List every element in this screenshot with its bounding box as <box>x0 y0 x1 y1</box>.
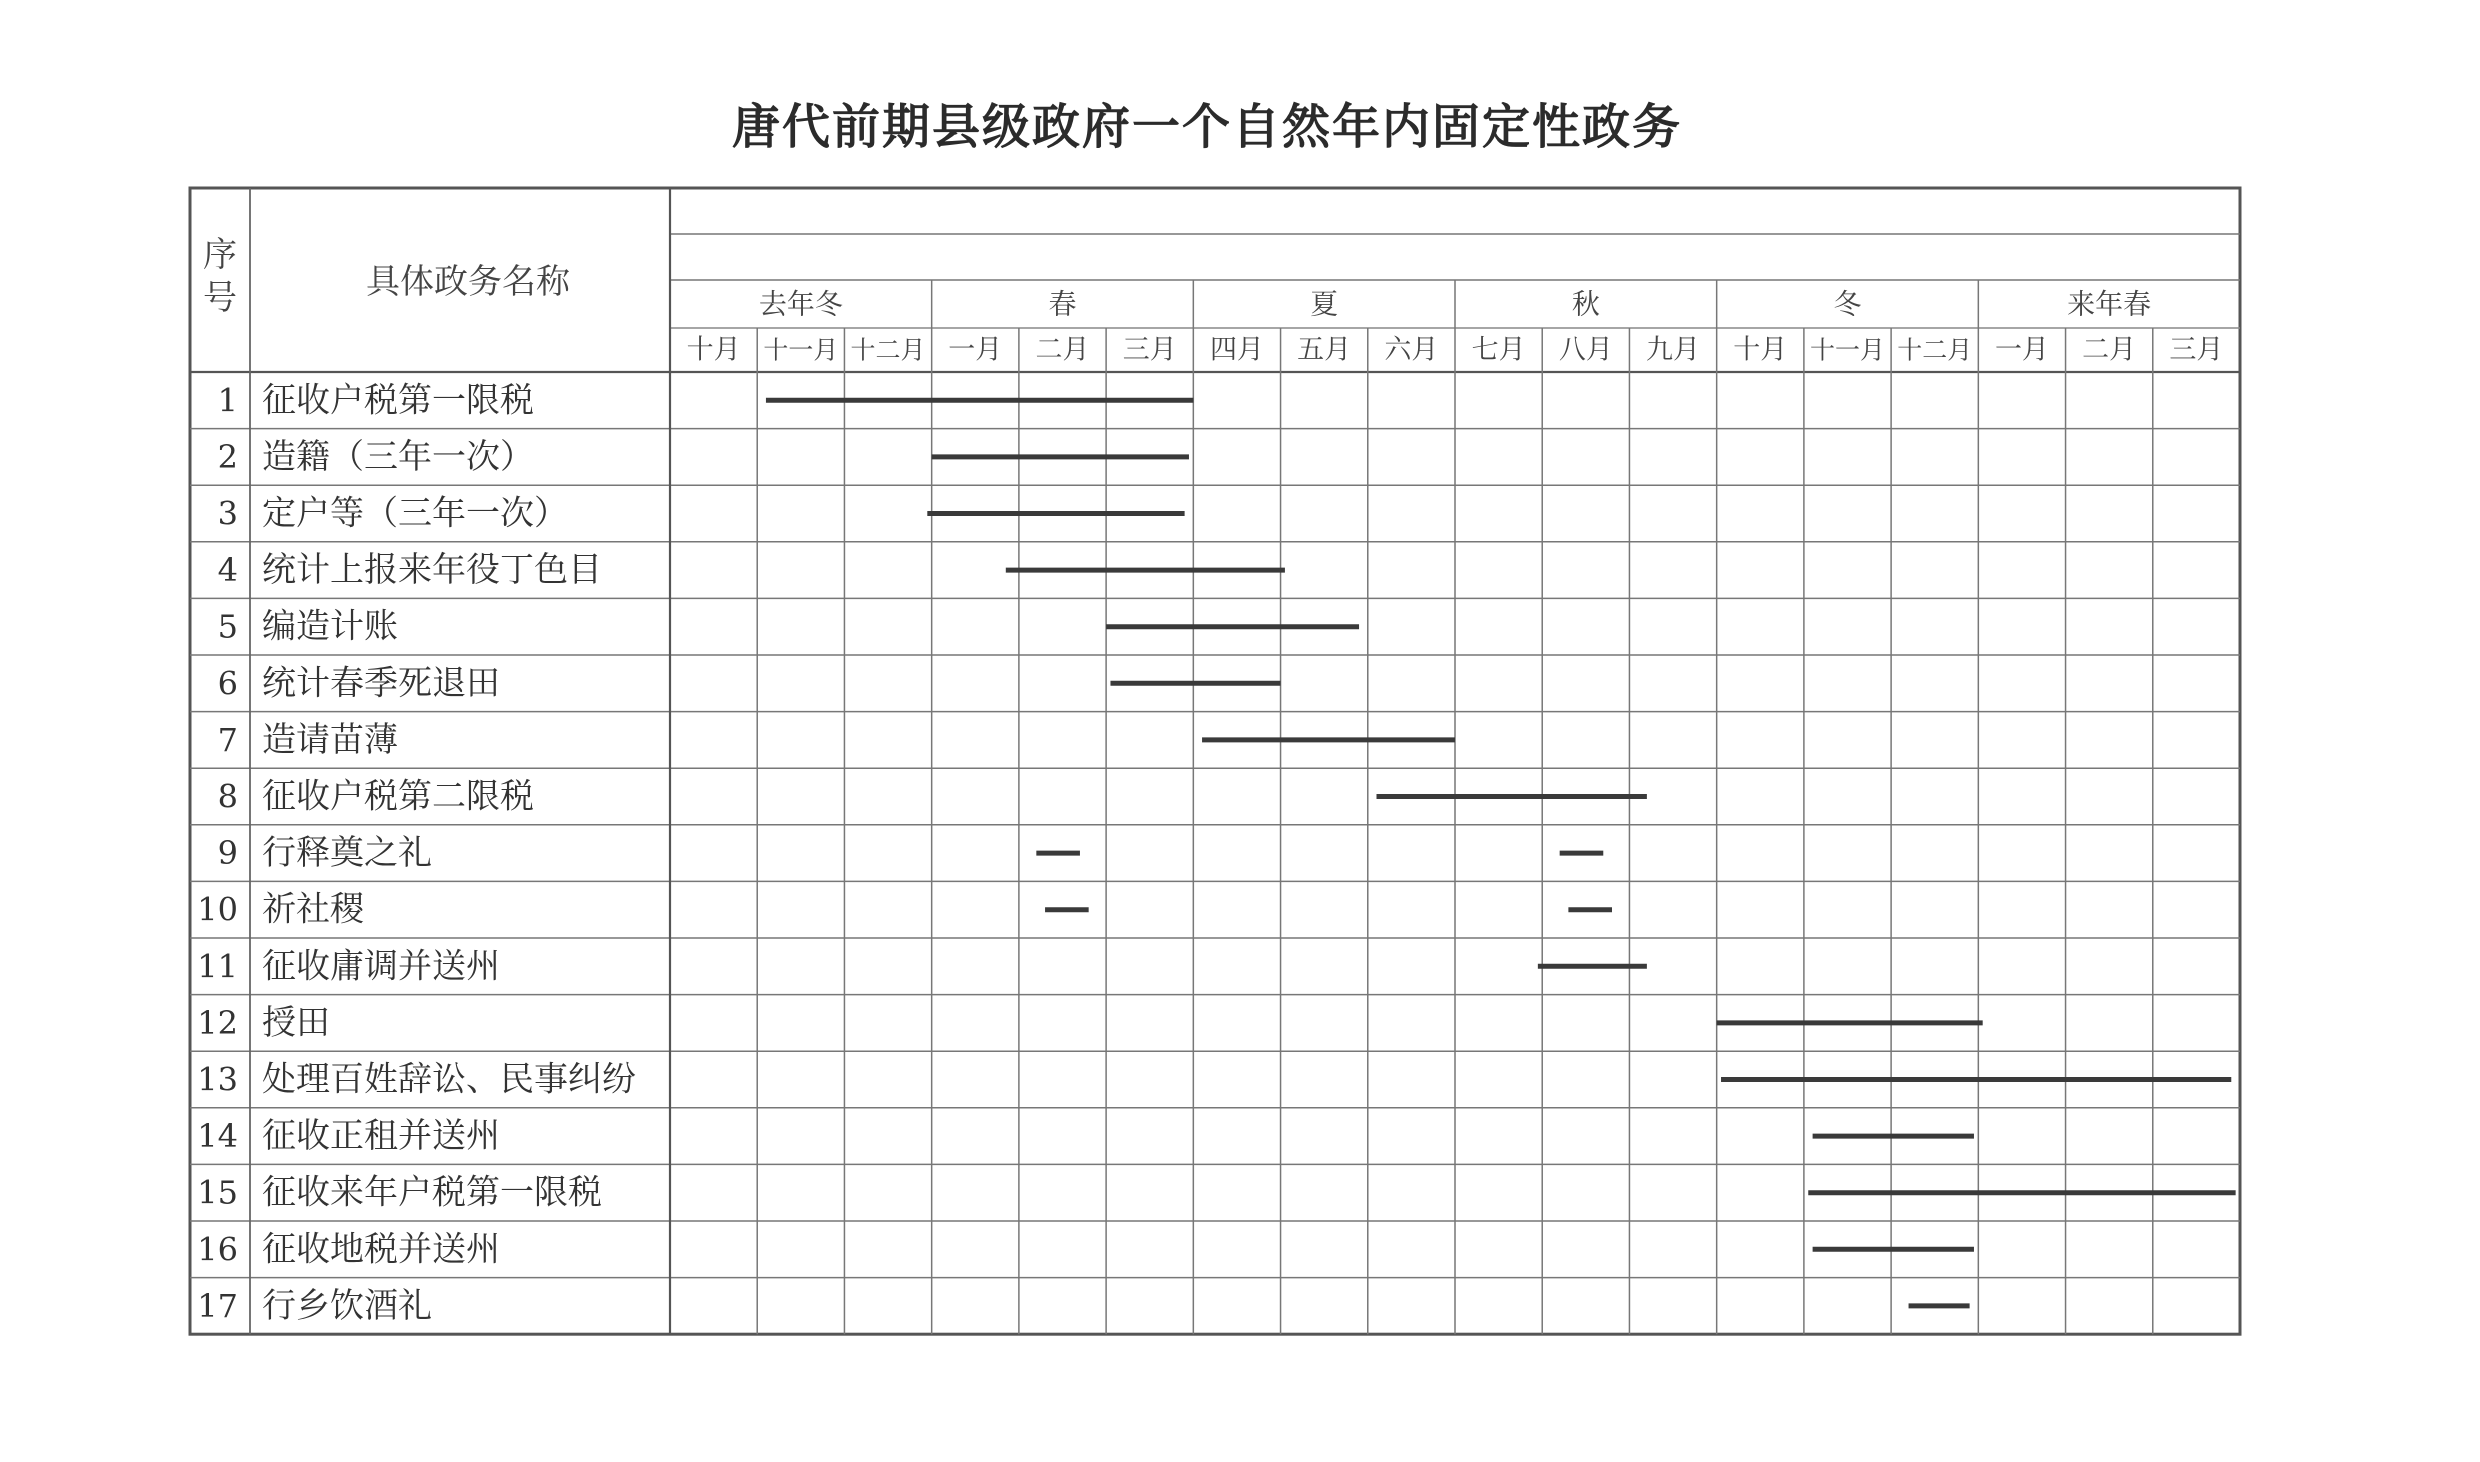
month-label: 三月 <box>2169 334 2224 366</box>
month-label: 十一月 <box>763 335 839 365</box>
row-index: 8 <box>217 777 238 816</box>
task-name: 征收正租并送州 <box>262 1116 500 1157</box>
month-label: 十二月 <box>1897 335 1973 365</box>
row-index: 10 <box>197 890 238 929</box>
row-index: 12 <box>197 1003 238 1042</box>
row-index: 13 <box>197 1060 238 1099</box>
month-label: 六月 <box>1384 334 1439 366</box>
task-name-header: 具体政务名称 <box>366 262 570 302</box>
row-index: 11 <box>197 947 238 986</box>
row-index: 6 <box>217 664 238 703</box>
index-header: 号 <box>203 278 237 318</box>
row-index: 2 <box>217 437 238 476</box>
task-name: 征收地税并送州 <box>262 1229 500 1270</box>
month-label: 九月 <box>1646 334 1701 366</box>
row-index: 7 <box>217 720 238 759</box>
row-index: 15 <box>197 1173 238 1212</box>
chart-title: 唐代前期县级政府一个自然年内固定性政务 <box>731 99 1682 155</box>
month-label: 十一月 <box>1809 335 1886 365</box>
row-index: 17 <box>197 1286 238 1325</box>
month-label: 十月 <box>686 334 741 366</box>
row-index: 3 <box>217 494 238 533</box>
row-index: 5 <box>217 607 238 646</box>
month-label: 三月 <box>1122 334 1177 366</box>
row-index: 1 <box>217 381 238 420</box>
season-label: 去年冬 <box>758 287 843 321</box>
task-name: 定户等（三年一次） <box>262 493 568 534</box>
task-name: 行释奠之礼 <box>262 833 432 874</box>
month-label: 四月 <box>1209 334 1264 366</box>
season-label: 夏 <box>1310 287 1339 321</box>
task-name: 统计上报来年役丁色目 <box>262 550 602 591</box>
task-name: 征收户税第一限税 <box>262 380 534 421</box>
task-name: 编造计账 <box>262 606 398 647</box>
month-label: 一月 <box>1994 334 2049 366</box>
month-label: 二月 <box>1035 334 1090 366</box>
month-label: 十月 <box>1733 334 1788 366</box>
task-name: 造请苗薄 <box>262 719 398 760</box>
season-label: 秋 <box>1571 287 1600 321</box>
month-label: 七月 <box>1471 334 1526 366</box>
task-name: 征收户税第二限税 <box>262 776 534 817</box>
season-label: 来年春 <box>2067 287 2152 321</box>
task-name: 处理百姓辞讼、民事纠纷 <box>262 1059 636 1100</box>
row-index: 9 <box>217 834 238 873</box>
row-index: 4 <box>217 551 238 590</box>
month-label: 八月 <box>1558 334 1613 366</box>
index-header: 序 <box>203 235 237 275</box>
task-name: 授田 <box>262 1002 330 1043</box>
month-label: 十二月 <box>850 335 926 365</box>
task-name: 征收庸调并送州 <box>262 946 500 987</box>
row-index: 16 <box>197 1230 238 1269</box>
month-label: 一月 <box>948 334 1003 366</box>
month-label: 二月 <box>2082 334 2137 366</box>
row-index: 14 <box>197 1117 238 1156</box>
task-name: 造籍（三年一次） <box>262 436 534 477</box>
task-name: 行乡饮酒礼 <box>262 1285 432 1326</box>
season-label: 春 <box>1048 287 1077 321</box>
month-label: 五月 <box>1297 334 1352 366</box>
task-name: 征收来年户税第一限税 <box>262 1172 602 1213</box>
task-name: 祈社稷 <box>262 889 364 930</box>
task-name: 统计春季死退田 <box>262 663 500 704</box>
season-label: 冬 <box>1833 287 1862 321</box>
